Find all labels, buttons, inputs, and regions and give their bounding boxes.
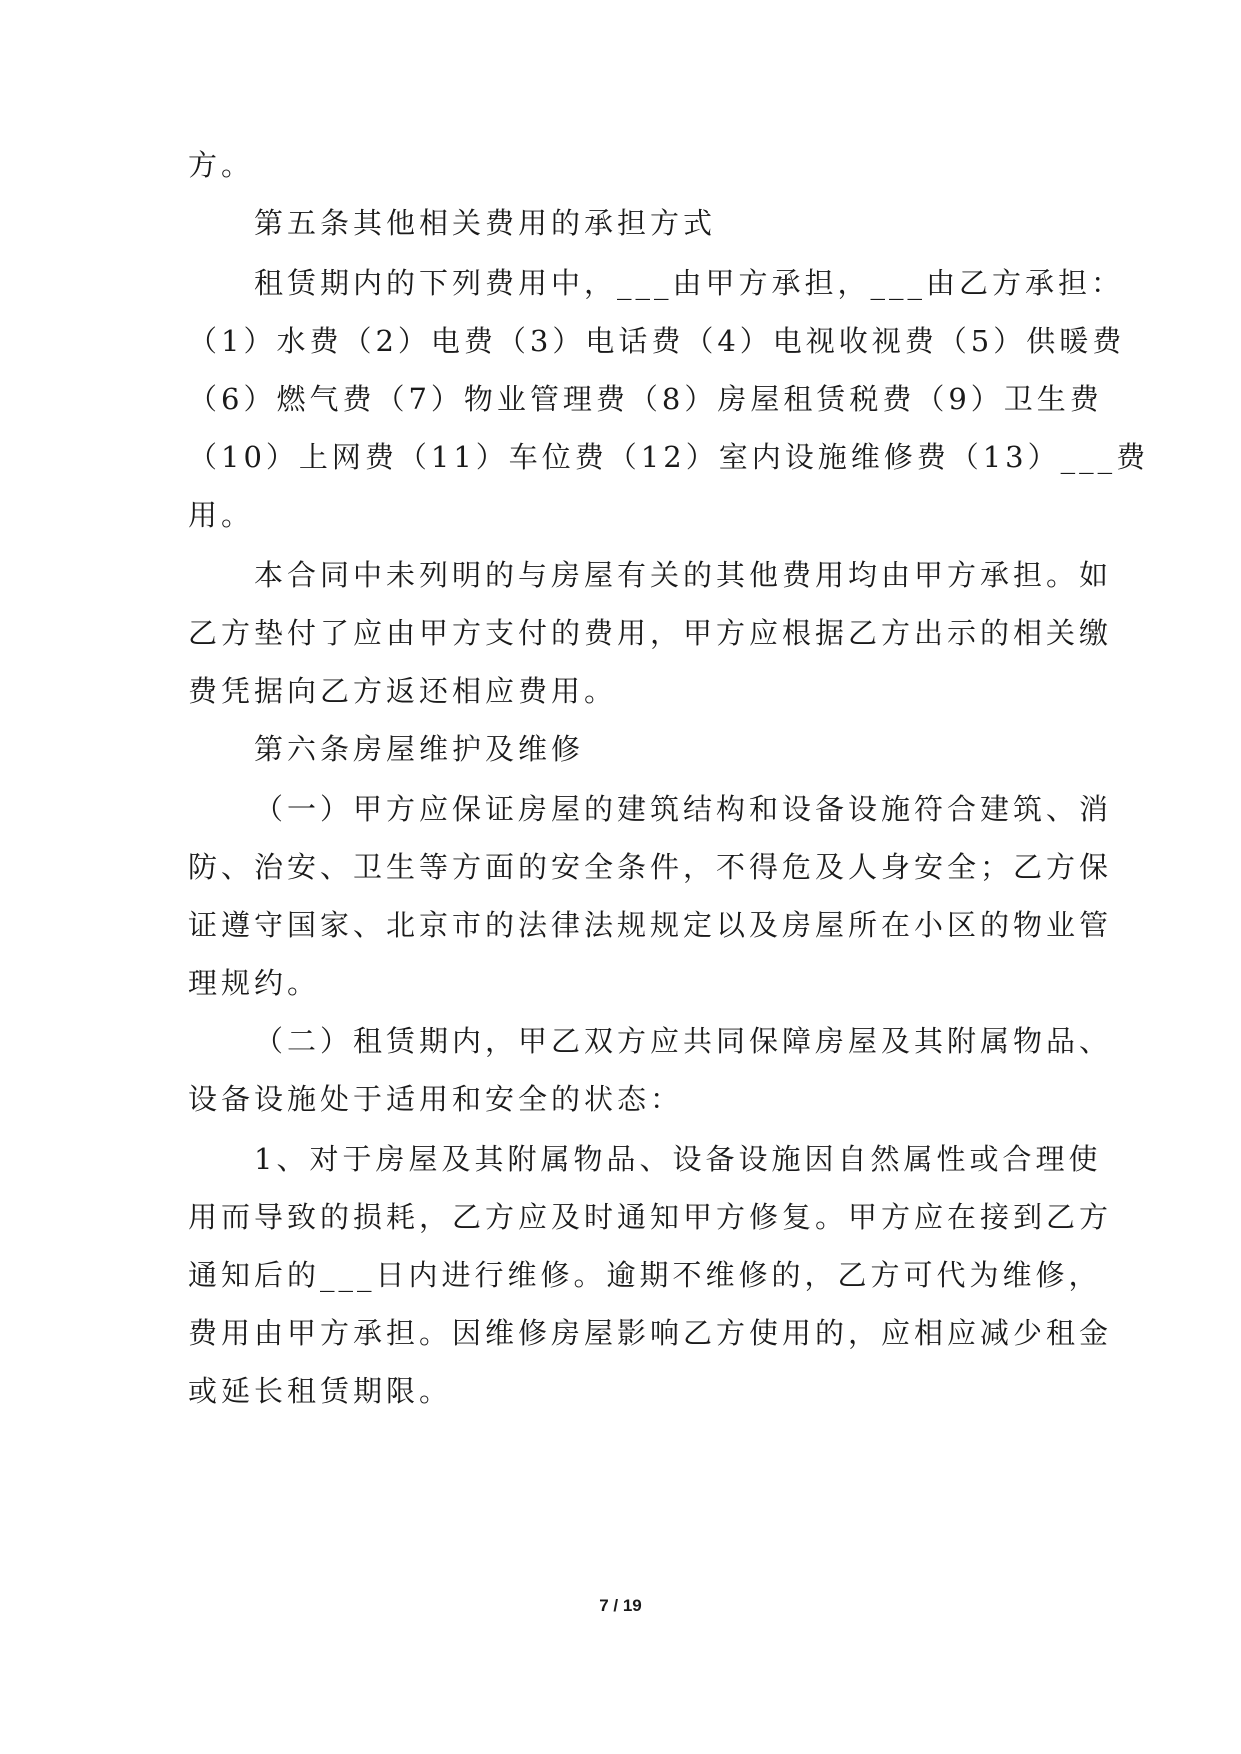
body-text-line: 费用由甲方承担。因维修房屋影响乙方使用的，应相应减少租金	[188, 1316, 1113, 1350]
body-text-line: （1）水费（2）电费（3）电话费（4）电视收视费（5）供暖费	[188, 324, 1126, 358]
section-heading-article-5: 第五条其他相关费用的承担方式	[254, 206, 717, 240]
body-text-line: （一）甲方应保证房屋的建筑结构和设备设施符合建筑、消	[254, 792, 1113, 826]
body-text-line: 理规约。	[188, 966, 321, 1000]
body-text-line: 乙方垫付了应由甲方支付的费用，甲方应根据乙方出示的相关缴	[188, 616, 1113, 650]
body-text-line: 证遵守国家、北京市的法律法规规定以及房屋所在小区的物业管	[188, 908, 1113, 942]
section-heading-article-6: 第六条房屋维护及维修	[254, 732, 585, 766]
body-text-line: 方。	[188, 148, 255, 182]
body-text-line: 设备设施处于适用和安全的状态：	[188, 1082, 684, 1116]
body-text-line: 用而导致的损耗，乙方应及时通知甲方修复。甲方应在接到乙方	[188, 1200, 1113, 1234]
body-text-line: （6）燃气费（7）物业管理费（8）房屋租赁税费（9）卫生费	[188, 382, 1103, 416]
body-text-line: 租赁期内的下列费用中，___由甲方承担，___由乙方承担：	[254, 266, 1125, 300]
body-text-line: 通知后的___日内进行维修。逾期不维修的，乙方可代为维修，	[188, 1258, 1102, 1292]
body-text-line: 费凭据向乙方返还相应费用。	[188, 674, 618, 708]
body-text-line: （二）租赁期内，甲乙双方应共同保障房屋及其附属物品、	[254, 1024, 1113, 1058]
body-text-line: 防、治安、卫生等方面的安全条件，不得危及人身安全；乙方保	[188, 850, 1113, 884]
body-text-line: 1、对于房屋及其附属物品、设备设施因自然属性或合理使	[254, 1142, 1102, 1176]
body-text-line: 本合同中未列明的与房屋有关的其他费用均由甲方承担。如	[254, 558, 1113, 592]
body-text-line: 或延长租赁期限。	[188, 1374, 453, 1408]
page-number: 7 / 19	[599, 1596, 642, 1615]
body-text-line: 用。	[188, 498, 255, 532]
body-text-line: （10）上网费（11）车位费（12）室内设施维修费（13）___费	[188, 440, 1150, 474]
